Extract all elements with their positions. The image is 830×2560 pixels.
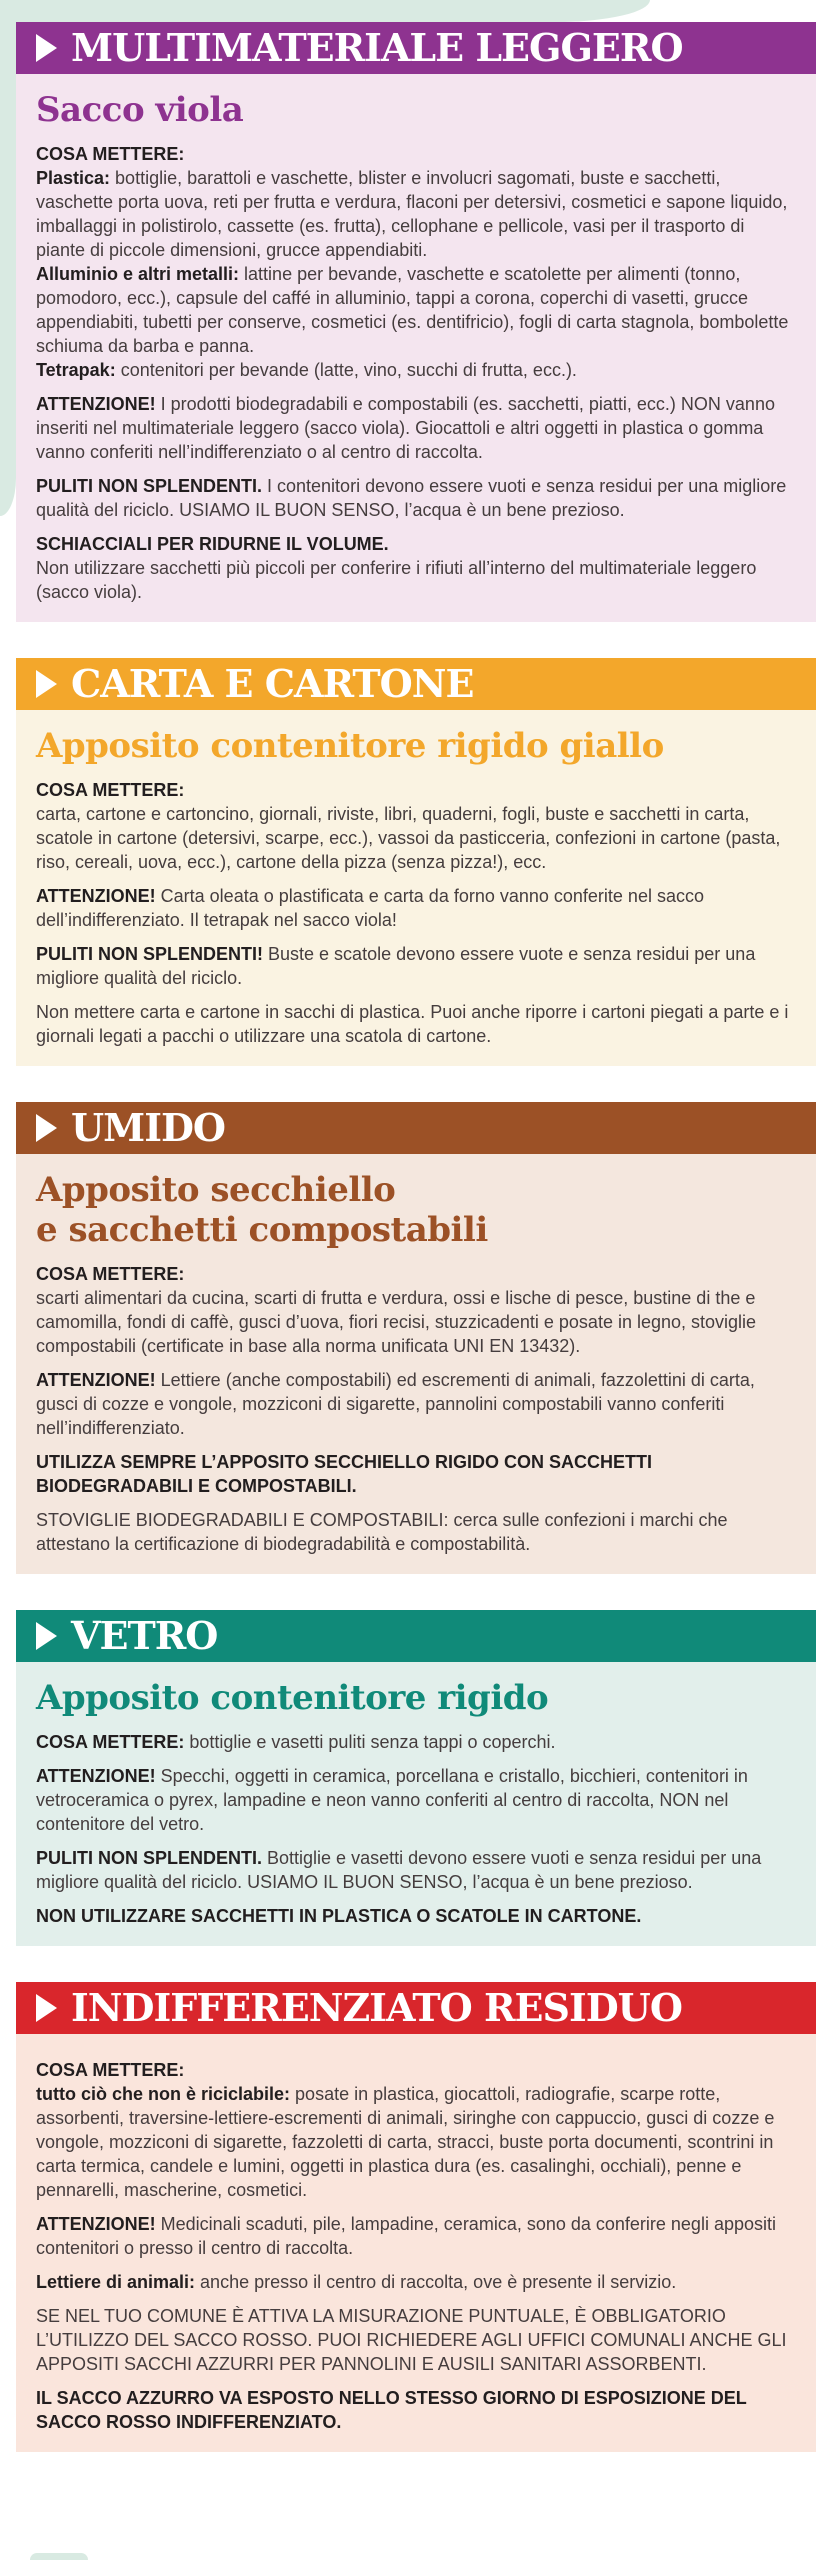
triangle-right-icon xyxy=(36,1994,57,2022)
paragraph xyxy=(36,2058,794,2082)
triangle-right-icon xyxy=(36,670,57,698)
triangle-right-icon xyxy=(36,1622,57,1650)
paragraph xyxy=(36,2212,794,2260)
paragraph-text-run: scarti alimentari da cucina, scarti di frutta e verdura, ossi e lische di pesce, bustine di the e camomilla, fondi di caffè, gusci d’uova, fiori recisi, stuzzicadenti e posate in legno, stoviglie compostabili (certificate in base alla norma unificata UNI EN 13432). xyxy=(36,1288,757,1356)
paragraph-bold-run: NON UTILIZZARE SACCHETTI IN PLASTICA O SCATOLE IN CARTONE. xyxy=(36,1906,642,1926)
subtitle-line: Apposito contenitore rigido xyxy=(36,1678,549,1718)
triangle-right-icon xyxy=(36,1114,57,1142)
paragraph-text-run: lattine per bevande, vaschette e scatolette per alimenti (tonno, pomodoro, ecc.), capsule del caffé in alluminio, tappi a corona, coperchi di vasetti, grucce appendiabiti, tubetti per conserve, cosmetici (es. dentifricio), fogli di carta stagnola, bombolette schiuma da barba e panna. xyxy=(36,264,789,356)
paragraph-bold-run: COSA METTERE: xyxy=(36,780,185,800)
section-title: VETRO xyxy=(71,1612,218,1658)
paragraph-bold-run: tutto ciò che non è riciclabile: xyxy=(36,2084,296,2104)
section-header-band xyxy=(16,1982,816,2034)
paragraph-text-run: I contenitori devono essere vuoti e senza residui per una migliore qualità del riciclo. USIAMO IL BUON SENSO, l’acqua è un bene prezioso. xyxy=(36,476,787,520)
paragraph xyxy=(36,2386,794,2434)
subtitle-line: Sacco viola xyxy=(36,90,244,130)
paragraph xyxy=(36,556,794,604)
paragraph xyxy=(36,1368,794,1440)
paragraph-bold-run: ATTENZIONE! xyxy=(36,394,161,414)
paragraph-bold-run: PULITI NON SPLENDENTI. xyxy=(36,1848,268,1868)
paragraph-bold-run: ATTENZIONE! xyxy=(36,1766,161,1786)
paragraph xyxy=(36,142,794,166)
section-title: MULTIMATERIALE LEGGERO xyxy=(71,24,683,70)
paragraph xyxy=(36,2270,794,2294)
section-paragraphs xyxy=(36,142,794,604)
paragraph xyxy=(36,1846,794,1894)
paragraph-text-run: STOVIGLIE BIODEGRADABILI E COMPOSTABILI: cerca sulle confezioni i marchi che attestano la certificazione di biodegradabilità e compostabilità. xyxy=(36,1510,728,1554)
paragraph-bold-run: Tetrapak: xyxy=(36,360,121,380)
section-title: CARTA E CARTONE xyxy=(71,660,474,706)
paragraph xyxy=(36,2082,794,2202)
paragraph xyxy=(36,1000,794,1048)
paragraph-text-run: carta, cartone e cartoncino, giornali, riviste, libri, quaderni, fogli, buste e sacchetti in carta, scatole in cartone (detersivi, scarpe, ecc.), vassoi da pasticceria, confezioni in cartone (pasta, riso, cereali, uova, ecc.), cartone della pizza (senza pizza!), ecc. xyxy=(36,804,781,872)
section-header-band xyxy=(16,658,816,710)
paragraph xyxy=(36,802,794,874)
paragraph-text-run: Non mettere carta e cartone in sacchi di plastica. Puoi anche riporre i cartoni piegati a parte e i giornali legati a pacchi o utilizzare una scatola di cartone. xyxy=(36,1002,789,1046)
section-subtitle xyxy=(36,1678,794,1718)
subtitle-line: Apposito contenitore rigido giallo xyxy=(36,726,664,766)
paragraph xyxy=(36,358,794,382)
paragraph-bold-run: ATTENZIONE! xyxy=(36,2214,161,2234)
paragraph-bold-run: PULITI NON SPLENDENTI. xyxy=(36,476,268,496)
paragraph-text-run: contenitori per bevande (latte, vino, succhi di frutta, ecc.). xyxy=(120,360,577,380)
paragraph-bold-run: COSA METTERE: xyxy=(36,144,185,164)
paragraph xyxy=(36,884,794,932)
subtitle-line: Apposito secchiello xyxy=(36,1170,396,1210)
paragraph-text-run: bottiglie, barattoli e vaschette, blister e involucri sagomati, buste e sacchetti, vaschette porta uova, reti per frutta e verdura, flaconi per detersivi, cosmetici e sapone liquido, imballaggi in polistirolo, cassette (es. frutta), cellophane e pellicole, vasi per il trasporto di piante di piccole dimensioni, grucce appendiabiti. xyxy=(36,168,788,260)
section-vetro xyxy=(16,1610,816,1946)
paragraph xyxy=(36,2304,794,2376)
section-header-band xyxy=(16,22,816,74)
paragraph-bold-run: UTILIZZA SEMPRE L’APPOSITO SECCHIELLO RIGIDO CON SACCHETTI BIODEGRADABILI E COMPOSTABILI. xyxy=(36,1452,653,1496)
paragraph xyxy=(36,778,794,802)
paragraph xyxy=(36,1730,794,1754)
paragraph-text-run: Bottiglie e vasetti devono essere vuoti e senza residui per una migliore qualità del riciclo. USIAMO IL BUON SENSO, l’acqua è un bene prezioso. xyxy=(36,1848,762,1892)
triangle-right-icon xyxy=(36,34,57,62)
section-multimateriale-leggero xyxy=(16,22,816,622)
paragraph xyxy=(36,1764,794,1836)
paragraph-text-run: I prodotti biodegradabili e compostabili (es. sacchetti, piatti, ecc.) NON vanno inseriti nel multimateriale leggero (sacco viola). Giocattoli e altri oggetti in plastica o gomma vanno conferiti nell’indifferenziato o al centro di raccolta. xyxy=(36,394,775,462)
section-body xyxy=(16,2034,816,2452)
paragraph-bold-run: COSA METTERE: xyxy=(36,2060,185,2080)
section-body xyxy=(16,1154,816,1574)
paragraph xyxy=(36,1286,794,1358)
paragraph xyxy=(36,392,794,464)
paragraph-bold-run: Lettiere di animali: xyxy=(36,2272,201,2292)
paragraph xyxy=(36,474,794,522)
paragraph xyxy=(36,532,794,556)
paragraph-bold-run: SCHIACCIALI PER RIDURNE IL VOLUME. xyxy=(36,534,389,554)
subtitle-line: e sacchetti compostabili xyxy=(36,1210,488,1250)
paragraph-text-run: Specchi, oggetti in ceramica, porcellana e cristallo, bicchieri, contenitori in vetroceramica o pyrex, lampadine e neon vanno conferiti al centro di raccolta, NON nel contenitore del vetro. xyxy=(36,1766,748,1834)
section-title: UMIDO xyxy=(71,1104,226,1150)
paragraph xyxy=(36,942,794,990)
section-paragraphs xyxy=(36,1730,794,1928)
section-subtitle xyxy=(36,90,794,130)
paragraph-bold-run: ATTENZIONE! xyxy=(36,1370,161,1390)
section-paragraphs xyxy=(36,2058,794,2434)
section-subtitle xyxy=(36,1170,794,1250)
paragraph-bold-run: COSA METTERE: xyxy=(36,1264,185,1284)
section-body xyxy=(16,710,816,1066)
section-carta-e-cartone xyxy=(16,658,816,1066)
paragraph-text-run: Carta oleata o plastificata e carta da forno vanno conferite nel sacco dell’indifferenziato. Il tetrapak nel sacco viola! xyxy=(36,886,704,930)
paragraph-text-run: Lettiere (anche compostabili) ed escrementi di animali, fazzolettini di carta, gusci di cozze e vongole, mozziconi di sigarette, pannolini compostabili vanno conferiti nell’indifferenziato. xyxy=(36,1370,755,1438)
paragraph xyxy=(36,262,794,358)
paragraph xyxy=(36,1508,794,1556)
section-title: INDIFFERENZIATO RESIDUO xyxy=(71,1984,682,2030)
section-paragraphs xyxy=(36,1262,794,1556)
paragraph-bold-run: ATTENZIONE! xyxy=(36,886,161,906)
paragraph xyxy=(36,166,794,262)
section-indifferenziato-residuo xyxy=(16,1982,816,2452)
section-umido xyxy=(16,1102,816,1574)
paragraph-text-run: anche presso il centro di raccolta, ove è presente il servizio. xyxy=(200,2272,677,2292)
paragraph xyxy=(36,1450,794,1498)
paragraph-text-run: Medicinali scaduti, pile, lampadine, ceramica, sono da conferire negli appositi contenitori o presso il centro di raccolta. xyxy=(36,2214,776,2258)
paragraph-bold-run: PULITI NON SPLENDENTI! xyxy=(36,944,269,964)
paragraph xyxy=(36,1262,794,1286)
section-header-band xyxy=(16,1610,816,1662)
paragraph xyxy=(36,1904,794,1928)
section-header-band xyxy=(16,1102,816,1154)
paragraph-bold-run: COSA METTERE: xyxy=(36,1732,190,1752)
paragraph-bold-run: Plastica: xyxy=(36,168,116,188)
section-body xyxy=(16,74,816,622)
section-subtitle xyxy=(36,726,794,766)
paragraph-text-run: Non utilizzare sacchetti più piccoli per conferire i rifiuti all’interno del multimateriale leggero (sacco viola). xyxy=(36,558,757,602)
mint-edge-bottom-decoration xyxy=(30,2553,88,2560)
paragraph-text-run: SE NEL TUO COMUNE È ATTIVA LA MISURAZIONE PUNTUALE, È OBBLIGATORIO L’UTILIZZO DEL SACCO ROSSO. PUOI RICHIEDERE AGLI UFFICI COMUNALI ANCHE GLI APPOSITI SACCHI AZZURRI PER PANNOLINI E AUSILI SANITARI ASSORBENTI. xyxy=(36,2306,787,2374)
paragraph-bold-run: Alluminio e altri metalli: xyxy=(36,264,245,284)
paragraph-text-run: posate in plastica, giocattoli, radiografie, scarpe rotte, assorbenti, traversine-lettiere-escrementi di animali, siringhe con cappuccio, gusci di cozze e vongole, mozziconi di sigarette, fazzoletti di carta, stracci, buste porta documenti, scontrini in carta termica, candele e lumini, oggetti in plastica dura (es. casalinghi, occhiali), penne e pennarelli, mascherine, cosmetici. xyxy=(36,2084,775,2200)
paragraph-text-run: Buste e scatole devono essere vuote e senza residui per una migliore qualità del riciclo. xyxy=(36,944,756,988)
paragraph-bold-run: IL SACCO AZZURRO VA ESPOSTO NELLO STESSO GIORNO DI ESPOSIZIONE DEL SACCO ROSSO INDIFFERENZIATO. xyxy=(36,2388,747,2432)
section-body xyxy=(16,1662,816,1946)
section-paragraphs xyxy=(36,778,794,1048)
paragraph-text-run: bottiglie e vasetti puliti senza tappi o coperchi. xyxy=(189,1732,556,1752)
